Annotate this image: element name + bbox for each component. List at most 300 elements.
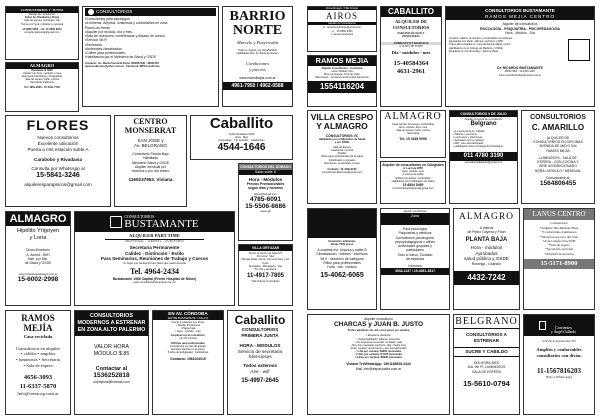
ad-belgrano-sucre: [453, 314, 520, 415]
ad-title: CONSULTORIOS BUSTAMANTE: [446, 7, 594, 14]
ad-email: consultorios1junta@gmail.com: [24, 30, 60, 34]
ad-phone: 4934-1137 / 15-4061-3817: [381, 268, 449, 274]
ad-line: Excelente ubicación: [37, 141, 79, 147]
ad-line: diván, estante, cerramiento y aire acondicionado: [350, 346, 407, 350]
ad-line: de Pedro Goyena y Puan: [467, 230, 506, 235]
ad-line: min 15 minutos: [179, 337, 197, 341]
ad-line: Ministerio Salud y OSDE: [131, 160, 170, 165]
ad-line: • Excelente ubicación: [366, 334, 391, 338]
ad-title: CONSULTORIOS 1° JUNTA: [6, 7, 78, 13]
ad-line: Hora - Módulos: [248, 176, 283, 182]
ad-line: Hora · Mes: [235, 135, 248, 139]
ad-line: Edificio sin ambos, confortable: [395, 176, 431, 180]
ad-line: Horarios oficinas en el anexo: [171, 347, 205, 351]
ad-title: ALMAGRO: [6, 63, 78, 69]
ad-line: Para psicólogos: [402, 227, 428, 232]
ad-line: CONSULTORIOS VC: [325, 133, 359, 138]
ad-phone: 1564806455: [539, 180, 577, 187]
ad-line: psicopedagógicos o afines: [395, 239, 435, 244]
ad-line: Rivadavia (a mts del subte) - Ramos Mejía: [449, 49, 499, 53]
ad-line: Condiciones: [246, 60, 269, 66]
ad-line: Hora, módulo, día o mes: [398, 126, 428, 130]
ad-email: consultoriosvillacrespo@gmail.com: [321, 170, 363, 174]
ad-title: Corrientes: [555, 324, 572, 330]
ad-title: Zona: [411, 214, 419, 219]
ad-consultorios-primera-junta: [5, 6, 79, 60]
ad-lanus-centro: [523, 208, 595, 310]
ad-ramos-mejia-estrenar: [307, 55, 377, 107]
ad-line: Habilitados por el Ministerio de Salud: [318, 137, 366, 141]
ad-phones: 15 4852 6254 - cel: 15 3660 6254: [22, 27, 62, 31]
ad-web: www.consultoriosbustamante.com.ar: [498, 73, 542, 77]
ad-line: Hora - Módulo - Día: [505, 30, 535, 35]
ad-line: consultorios con diván.: [536, 352, 582, 358]
ad-line: Reuniones, entrevistas, cursos: [324, 161, 360, 165]
ad-subtitle: (Fijo y Whats App): [545, 375, 573, 380]
ad-title: MONSERRAT: [124, 125, 177, 135]
ad-phone: 4631-2961: [396, 68, 426, 76]
ad-line: • Wifi · Aire acondicionado: [453, 142, 484, 146]
ad-title: CONSULTORIOS MODERNOS A ESTRENAR EN ZONA ALTO PALERMO: [75, 311, 148, 336]
ad-phone: 15-5171-8900: [524, 259, 594, 269]
ad-facebook: airosconsultorios: [333, 32, 354, 36]
ad-line: PSICOLOGÍA - PSIQUIATRÍA - PSICOPEDAGOGÍA: [480, 26, 560, 31]
ad-body-text: [446, 37, 566, 53]
ad-line: Hora, módulo, mes: [402, 170, 424, 174]
left-newspaper-page: [3, 0, 295, 419]
ad-line: Desde 7000 pesos: [330, 243, 354, 247]
ad-email: airosconsultorios@gmail.com: [327, 26, 362, 30]
ad-line: Equipados con diván, sillones, escritorio y WiFi: [449, 40, 504, 44]
ad-line: de Salud y OSDE: [24, 261, 52, 266]
ad-email: consultoriosenbelgrano@gmail.com: [392, 187, 434, 191]
ad-line: ESPERA - CON COCINA Y: [537, 160, 579, 164]
ad-phone: Tel. 4964-2434: [129, 267, 180, 277]
ad-title: Y ALMAGRO: [316, 121, 368, 132]
ad-line: •Coffee para profesionales.: [85, 51, 126, 55]
ad-line: • Secretaria por la mañana: [453, 139, 484, 143]
ad-phone: 15-40584364: [393, 60, 429, 68]
ad-subtitle: Rivadavia al 3900: [31, 68, 53, 72]
ad-almagro-rivadavia: [5, 62, 79, 112]
ad-line: Habilitados por el Colegio de Médicos y OSDE: [449, 46, 503, 50]
ad-line: • 2 días por semana: $ 5100 mensuales: [354, 353, 403, 357]
ad-line: 5 años de antigüedad · Fantásticas: [167, 350, 209, 354]
ad-line: ALQUILER DE: [394, 19, 428, 25]
ad-title: CABALLITO: [381, 7, 441, 17]
ad-email: mpconsultorios@yahoo.com.ar - Facebook: MPConsultorios: [85, 64, 160, 68]
ad-line: y precios: [249, 66, 266, 72]
ad-phone: 11-4917-7805: [246, 272, 285, 279]
ad-line: Secretaria telefónica: [30, 81, 54, 85]
ad-line: Para Seminarios, Reuniones de Trabajo y Cursos: [100, 256, 209, 262]
ad-line: • 3 días por semana: $6900 mensuales: [354, 356, 403, 360]
ad-line: Hipólito Yrigoyen: [16, 228, 60, 235]
ad-phone: 1536252818: [93, 372, 130, 380]
ad-line: AVENIDA DE MAYO 544: [539, 144, 577, 149]
ad-line: *Sala de espera: [548, 243, 570, 247]
ad-subtitle: Saldo subte D: [239, 170, 292, 174]
ad-address: Bustamante 1966 Capital (Frente Hospital de Niños): [112, 277, 197, 282]
ad-subtitle: Alquiler temporal de consultorios: [464, 118, 503, 122]
ad-line: Actividades grupales y: [398, 244, 432, 249]
ad-phone: 15-5841-3246: [36, 172, 80, 180]
ad-line: •Alquiler por modulo, día y mes.: [85, 29, 133, 34]
ad-header: [85, 8, 216, 16]
ad-line: Hora - módulos: [470, 244, 503, 250]
ad-phone: 4544-1646: [217, 141, 266, 153]
ad-line: PARA PSICÓLOGOS Y: [397, 31, 425, 35]
ad-line: Oficio para profesionales de la salud: [321, 155, 363, 159]
ad-title-group: [124, 214, 198, 230]
ad-line: Comunicarse al:: [545, 175, 571, 180]
ad-line: •Secretaria.: [85, 42, 103, 47]
ad-title: Alquiler consultorios: [403, 210, 427, 213]
ad-email: Info@centrocp.com.ar: [17, 390, 59, 396]
ad-line: Ideal para Psicólogos y Psiquiatras: [21, 74, 63, 78]
ad-title: ALMAGRO: [458, 212, 515, 222]
ad-line: •Servicio Wi-Fi: [85, 38, 108, 43]
ad-title: RAMOS MEJIA CENTRO: [446, 14, 594, 21]
ad-line: • 1 día por semana: $2900 mensuales: [355, 350, 402, 354]
ad-title: MEJÍA: [23, 322, 53, 333]
ad-line: Amplios y confortables: [536, 347, 582, 353]
ad-line: •A estrenar. Amplios, luminosos y confortables en zona: [85, 21, 168, 26]
ad-line: Muy Luminosos, A/A Frío-Calor: [324, 72, 360, 76]
ad-title: FLORES: [26, 117, 90, 133]
ad-phone: 4785-6091: [249, 195, 282, 203]
ad-barrio-norte: [222, 6, 293, 107]
ad-line: CONSULTORIOS EN OFICINAS: [533, 140, 583, 144]
ad-line: AMBROSETTI Y RIVADAVIA: [381, 42, 441, 45]
ad-line: Secretaria · Mensajería · Fax: [248, 264, 283, 268]
ad-subtitle: Alquiler de Consultorios: [308, 22, 376, 25]
ad-line: Sala de Espera: [333, 146, 351, 150]
ad-line: Todos externos: [242, 363, 278, 369]
ad-villa-urquiza: [307, 208, 377, 310]
ad-line: *Silenciosos-Cerca del Tren: [539, 234, 579, 239]
ad-phone: 11-1567816203: [537, 366, 581, 375]
ad-line: Plaza Las Heras: [85, 25, 110, 30]
logo-building-icon: [110, 216, 122, 228]
ad-line: Secretaria: [407, 132, 419, 136]
ad-title: CONSULTORIOS 9 DE JULIO: [450, 111, 517, 117]
ad-line: (A 50 mts de estación subte "B"): [542, 339, 576, 343]
ad-contact: Contacto: Lic. María Florencia Parisi 1560657499 - 48021450: [85, 61, 159, 65]
ad-line: Frente al Centro de Salud 27: [248, 252, 283, 256]
ad-line: Carabobo y Rivadavia: [34, 156, 82, 162]
ad-phone: Contacto: 15-4199-2163: [327, 167, 357, 171]
ad-phone: 1554116204: [308, 81, 376, 93]
ad-fb-row: [308, 33, 376, 36]
ad-name: Dr. RICARDO BUSTAMANTE: [497, 66, 543, 71]
ad-line: Día - módulos - mes: [391, 50, 431, 56]
ad-line: •Ambientes climatizados.: [85, 46, 123, 51]
ad-phone: 011 4780 3190: [450, 152, 517, 162]
ad-line: CONSULTORIOS A: [465, 332, 507, 337]
ad-line: RAMOS MEJÍA: [546, 148, 570, 153]
ad-charcas-juan-b-justo: [307, 314, 450, 415]
ad-line: *Confortables-Luminosos: [541, 230, 577, 235]
ad-line: Nuevos consultorios: [37, 135, 79, 141]
ad-line: Puerta a mts estación subte A: [27, 146, 89, 152]
ad-line: Calidez - Distinción - Estilo: [125, 250, 184, 256]
ad-phone: Contacto: 1561024015: [170, 356, 206, 361]
ad-line: salud pública y OSDE: [464, 256, 509, 262]
ad-almagro-pedro-goyena: [453, 208, 520, 310]
ad-almagro-corrientes: [523, 314, 595, 415]
ad-line: y por OSDE: [334, 141, 350, 145]
ad-line: ALQUILER DE: [546, 135, 570, 140]
facebook-icon: f: [330, 32, 332, 36]
ad-title: EN AV. CÓRDOBA: [153, 311, 223, 317]
ad-villa-crespo-almagro: [307, 110, 377, 204]
ad-line: Habilitado: [142, 156, 159, 161]
ad-line: Contactar al: [95, 365, 128, 372]
ad-line: MÓDULO $ 85: [93, 350, 130, 357]
ad-title: RAMOS MEJIA: [308, 56, 376, 66]
ad-line: Alquiler de consultorios: [502, 22, 538, 27]
ad-line: A. Lacroze 2855: [403, 167, 423, 171]
ad-line: A metros de subte: [402, 173, 424, 177]
logo-building-icon: [568, 39, 590, 61]
ad-web: www.consultoriosalmagro.com.ar: [18, 273, 58, 277]
ad-title: ALMAGRO: [384, 111, 442, 122]
ad-consultorios-bustamante: [74, 211, 235, 306]
ad-phone: 15-4997-2645: [241, 377, 279, 384]
ad-email: alquileresparapsicos@gmail.com: [24, 181, 92, 187]
ad-phones: 4658-7384 - 11-4325-1007: [504, 70, 536, 74]
ad-web: www.ugb: [260, 210, 271, 214]
ad-phone: 1160237953. Viviana: [128, 177, 173, 183]
ad-phone: 4656-3093: [23, 374, 53, 382]
ad-line: Individuales o grupales: [328, 158, 356, 162]
ad-almagro-casa-central: [380, 110, 446, 158]
ad-line: PSIQUIATRAS: [402, 34, 420, 38]
ad-title: BARRIO: [229, 9, 286, 24]
ad-band: ALQUILER PART TIME: [105, 233, 204, 240]
ad-line: Alquiler por hora, módulos o mes: [22, 71, 62, 75]
ad-line: Consultorios psicológicos: [395, 235, 435, 240]
ad-consultorios-del-dorado: [238, 163, 293, 241]
ad-line: Un lugar que cambia al buen plano que usted necesita: [123, 262, 186, 266]
ad-line: VALOR HORA: [94, 344, 129, 351]
ad-line: Sala de espera, baño, cocina: [25, 78, 59, 82]
ad-line: Hab. por Min.: [27, 256, 49, 261]
ad-title: NORTE: [232, 23, 283, 38]
ad-title: VILLA CRESPO: [310, 112, 374, 122]
ad-line: Impecables · T.E. Acondic. · Calefacción: [218, 138, 265, 142]
ad-line: SUCRE Y CABILDO: [454, 347, 519, 357]
ad-bustamante-ramos-mejia: [445, 6, 595, 107]
ad-title: CONSULTORIOS: [530, 114, 586, 121]
ad-line: LUMINOSOS - SALA DE: [539, 155, 577, 160]
ad-c-amarillo: [521, 110, 595, 204]
ad-line: Turnos por hora, módulos o mensual: [20, 22, 64, 26]
ad-email: sophipsra@hotmail.com: [93, 380, 130, 385]
ad-title: VILLA ORTUZAR: [239, 245, 292, 251]
ad-mp-consultorios: [82, 6, 219, 107]
right-newspaper-page: [305, 0, 597, 419]
ad-line: • Habilitación ante el Colegio de Psicólogos: [453, 145, 503, 149]
ad-title: Caballito: [234, 313, 286, 327]
ad-parque-centenario: [380, 208, 450, 310]
ad-title: CONSULTORIOS: [241, 327, 279, 333]
ad-title-group: [548, 317, 580, 334]
ad-line: •Consultorios para psicólogos: [85, 17, 130, 21]
ad-line: ESTRENAR: [473, 337, 500, 343]
ad-line: Alquiler de consultorios: [28, 13, 56, 17]
ad-line: Servicio de secretaria: [237, 348, 283, 354]
ad-flores: [5, 115, 111, 207]
ad-line: Todo un mundo: por Hora/Módulo: [238, 48, 277, 52]
mail-icon: ✉: [322, 26, 326, 30]
ad-line: Secretaria Permanente: [129, 244, 180, 250]
ad-header: [308, 209, 376, 238]
ad-line: Habilitados Min. de Salud de Nación: [236, 51, 279, 55]
ad-title: Alquiler consultorio: [364, 317, 393, 321]
ad-phone: 15-4062-6065: [320, 272, 364, 280]
ad-line: Wi fi · directorio de categoría: [320, 256, 364, 261]
ad-line: •Habilitación por el Ministerio de Salud y OSDE: [85, 55, 157, 60]
ad-line: Todo a nuevo, Cuidado: [397, 252, 433, 257]
phone-icon: ☏: [331, 29, 335, 33]
ad-caballito-primera-junta: [227, 310, 293, 415]
ad-line: • Luminosos y silenciosos: [453, 136, 483, 140]
ad-title: CONSULTORIOS: [124, 214, 155, 219]
ad-line: Psiquiatras y médicos: [398, 231, 432, 236]
ad-line: Frente a Cleantex Los Pinos: [171, 320, 205, 324]
ad-list: [450, 130, 517, 149]
ad-almagro-yrigoyen: [5, 211, 71, 306]
ad-title: EN: [338, 223, 346, 229]
ad-alto-palermo: [74, 310, 149, 415]
ad-title: BELGRANO: [455, 316, 518, 327]
ad-phone: 15-5506-8686: [245, 202, 286, 210]
ad-place: Belgrano: [470, 121, 497, 128]
ad-line: Consulta por WhatsApp al: [31, 166, 85, 172]
ad-title: y Ángel Gallardo: [551, 329, 576, 334]
ad-line: Aire - wifi: [250, 368, 270, 374]
ad-body: [446, 37, 594, 61]
ad-title: Alquiler de consultorios en Colegiales: [382, 163, 444, 167]
ad-phone: 15 6956 6400: [336, 29, 353, 33]
ad-line: Calefacción central: [330, 149, 354, 153]
ad-line: y Loria: [29, 235, 47, 242]
ad-line: • cálidos • amplios: [20, 351, 56, 357]
ad-title: RAMOS: [21, 313, 55, 323]
ad-title: CONSULTORIOS: [323, 217, 361, 223]
ad-caballito-rivadavia: [190, 115, 293, 160]
ad-consultorios-9-de-julio: [449, 110, 518, 204]
ad-line: Por día y semestre: [254, 267, 277, 271]
ad-line: DÍA-HORA-MES: [473, 361, 500, 366]
ad-header: [381, 213, 449, 225]
ad-line: Marcelo y Pueyrredón: [236, 40, 279, 45]
ad-line: • De sintenosa comercial, no ditado, sala: [355, 340, 402, 344]
ad-title: CENTRO: [133, 117, 168, 126]
ad-line: *Ampliad de horarios: [544, 251, 574, 256]
ad-centro-monserrat: [114, 115, 187, 207]
ad-line: Aprobados: [475, 250, 498, 256]
ad-contact: Tel: 4981-2020 - 15 5344 7700: [24, 86, 60, 90]
ad-line: • luminosos • Secretaria: [16, 356, 60, 362]
ad-title: ALMAGRO: [547, 317, 580, 323]
ad-header: [524, 315, 594, 336]
ad-line: A. Acond - WiFi: [26, 252, 50, 257]
ad-line: • Alquiler Profesional: [176, 323, 200, 327]
ad-line: • Hora · módulo · mes: [175, 330, 201, 334]
logo-building-icon: [539, 321, 546, 330]
ad-title: BUSTAMANTE: [124, 218, 199, 230]
ad-title: NUEVOS: [332, 212, 352, 217]
ad-contact: Tel: 15 4185 0099: [399, 137, 427, 142]
ad-line: Alquiler: [337, 152, 347, 156]
ad-line: Oficinas para profesionales: [170, 341, 206, 345]
ad-line: Casa central, luminosa y confortable: [392, 123, 434, 126]
ad-line: Consultorios en plan de alquiler: [169, 344, 207, 348]
ad-line: Plantas bajas, frente, con luminosos y los Kops: [241, 258, 290, 265]
ad-top: Zona Almagro / Villa Crespo: [308, 7, 376, 10]
ad-line: Precios Promocionales: [246, 182, 285, 187]
ad-line: módulos o por día entero: [131, 169, 170, 174]
ad-line: SALA DE ESPERA: [472, 369, 501, 374]
ad-line: Sobre Av. Rivadavia y Rojas: [24, 16, 60, 20]
ad-line: Hora · día · módulo: [327, 265, 357, 270]
ad-line: CONSULTORIOS: [392, 25, 430, 31]
ad-line: AIRE ACONDICIONADO: [539, 164, 577, 169]
ad-line: Avda. Rivadavia 6100: [228, 132, 255, 136]
ad-caballito-ambrosetti: [380, 6, 442, 107]
ad-line: Alquiler mensual por: [135, 164, 166, 169]
ad-line: *Secretaria opcional: [545, 247, 573, 252]
ad-header: [75, 212, 234, 232]
ad-line: particulares: [406, 248, 424, 253]
ad-line: Hora, Módulo, Día: [331, 69, 353, 73]
ad-title: CONSULTORIOS: [96, 9, 133, 15]
ad-title: CONSULTORIOS DEL DORADO: [240, 165, 291, 169]
ad-line: Diván-Escritorio: [26, 248, 50, 253]
ad-line: Todos ellos situados en zona de Ramos Mejía, centro: [449, 43, 511, 47]
ad-email: consultorios9dejulio@gmail.com: [464, 161, 503, 165]
ad-phone: 15-6002-2998: [17, 276, 59, 284]
ad-contact: Informes: [408, 264, 422, 269]
ad-av-cordoba: [152, 310, 224, 415]
ad-phone: 15-5610-0794: [463, 378, 510, 388]
ad-line: Alquiler Consultorios - A estrenar: [321, 66, 363, 70]
ad-email: lildup@hotmail.com: [254, 192, 277, 196]
ad-line: de espacios: [405, 256, 425, 261]
ad-line: •Sala de reuniones, conferencias y dictado de cursos: [85, 34, 165, 38]
ad-line: Av. BELGRANO: [133, 143, 168, 149]
ad-colegiales: [380, 161, 446, 204]
ad-line: • Planta baja: [180, 327, 196, 331]
ad-line: A cuadras est. Urquiza y subte B: [317, 248, 367, 253]
ad-title: ALMAGRO: [6, 212, 70, 226]
ad-line: Consultorio Florida Bajo: [132, 152, 169, 157]
ad-villa-ortuzar: [238, 244, 293, 306]
ad-web: www.mansillapsi.com.ar: [239, 76, 276, 81]
ad-line: Consultorios en alquiler: [15, 345, 61, 351]
ad-line: *Alquiler Día-Módulo-Hora: [539, 226, 579, 230]
ad-phone: 15 6894 5469: [402, 182, 424, 187]
ad-line: Climatización · sillones · escritorio: [316, 252, 368, 257]
ad-phone: Viviana Tel/WhatsApp: 1561168526-4444: [346, 362, 411, 367]
ad-line: A 50 MTS DE SUBTE: [399, 45, 423, 49]
ad-title: Parque Centenario: [394, 218, 436, 224]
ad-line: Amplios, cálidos, luminosos y confortables consultorios: [449, 37, 513, 41]
logo-circle-icon: [88, 9, 94, 15]
